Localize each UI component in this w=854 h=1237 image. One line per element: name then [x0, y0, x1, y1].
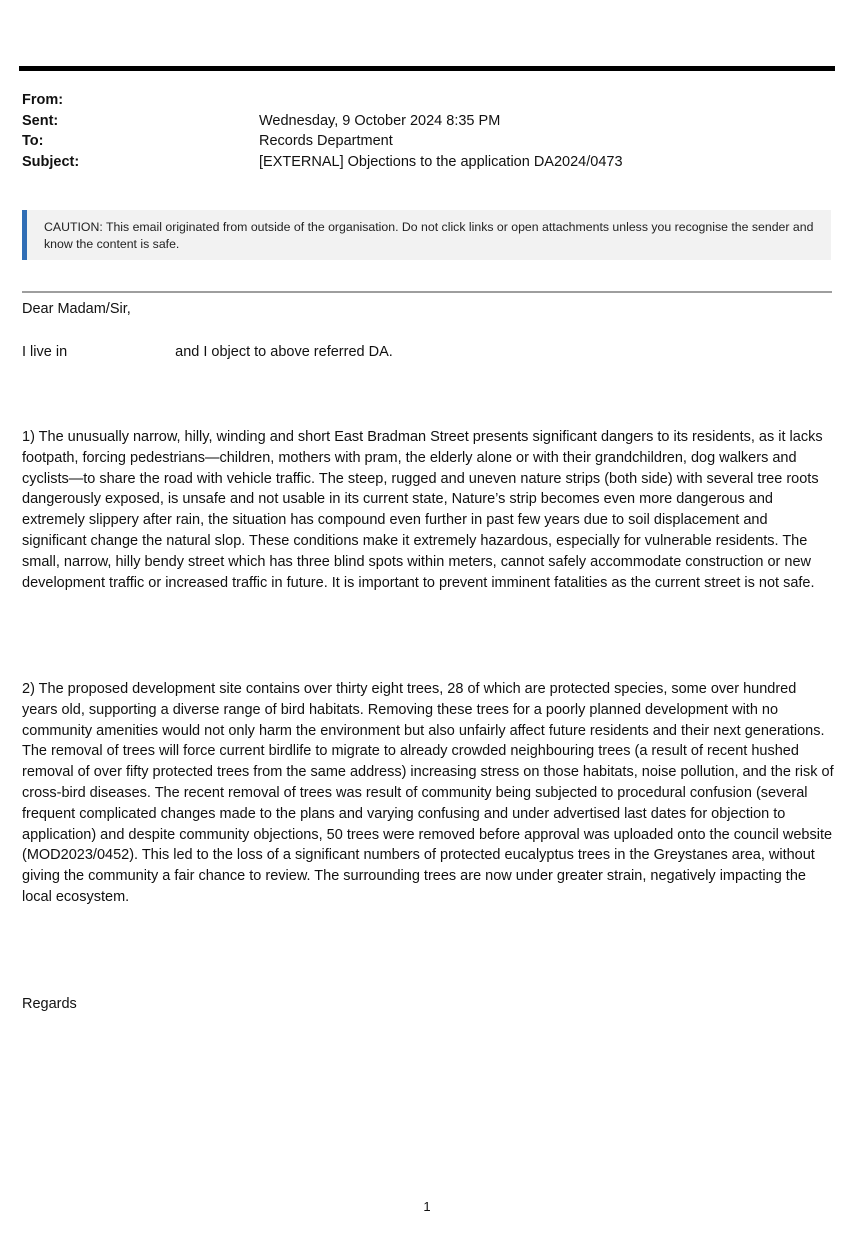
to-label: To:	[22, 133, 44, 149]
signoff: Regards	[22, 996, 77, 1012]
email-headers	[22, 90, 832, 172]
subject-row	[22, 152, 832, 173]
greeting: Dear Madam/Sir,	[22, 301, 131, 317]
from-value	[259, 90, 832, 111]
paragraph-1: 1) The unusually narrow, hilly, winding and short East Bradman Street presents significant dangers to its residents, as it lacks footpath, forcing pedestrians—children, mothers with pram, the elderly alone or with their grandchildren, dog walkers and cyclists—to share the road with vehicle traffic. The steep, rugged and uneven nature strips (both side) with several tree roots dangerously exposed, is unsafe and not usable in its current state, Nature’s strip becomes even more dangerous and extremely slippery after rain, the situation has compound even further in past few years due to soil displacement and significant change the natural slop. These conditions make it extremely hazardous, especially for vulnerable residents. The small, narrow, hilly bendy street which has three blind spots within meters, cannot safely accommodate construction or new development traffic or increased traffic in future. It is important to prevent imminent fatalities as the current street is not safe.	[22, 429, 823, 591]
caution-banner: CAUTION: This email originated from outside of the organisation. Do not click links or open attachments unless you recognise the sender and know the content is safe.	[22, 210, 831, 260]
header-rule	[19, 66, 835, 71]
sent-row	[22, 111, 832, 132]
intro-line	[22, 342, 834, 363]
sent-label: Sent:	[22, 112, 59, 129]
subject-value: [EXTERNAL] Objections to the application DA2024/0473	[259, 153, 623, 170]
to-row	[22, 131, 832, 152]
from-label: From:	[22, 92, 64, 108]
divider-line	[22, 291, 832, 293]
intro-end: and I object to above referred DA.	[175, 344, 393, 360]
page-number: 1	[423, 1199, 431, 1214]
subject-label: Subject:	[22, 153, 80, 170]
paragraph-2: 2) The proposed development site contains over thirty eight trees, 28 of which are protected species, some over hundred years old, supporting a diverse range of bird habitats. Removing these trees for a poorly planned development with no community amenities would not only harm the environment but also unfairly affect future residents and their next generations. The removal of trees will force current birdlife to migrate to already crowded neighbouring trees (a result of recent hushed removal of over fifty protected trees from the same address) increasing stress on those habitats, noise pollution, and the risk of cross-bird diseases. The recent removal of trees was result of community being subjected to procedural confusion (several frequent complicated changes made to the plans and varying confusing and under advertised last dates for objection to application) and despite community objections, 50 trees were removed before approval was uploaded onto the council website (MOD2023/0452). This led to the loss of a significant numbers of protected eucalyptus trees in the Greystanes area, without giving the community a fair chance to review. The surrounding trees are now under greater strain, negatively impacting the local ecosystem.	[22, 681, 834, 905]
to-value: Records Department	[259, 133, 393, 149]
from-row	[22, 90, 832, 111]
intro-start: I live in	[22, 344, 68, 360]
sent-value: Wednesday, 9 October 2024 8:35 PM	[259, 112, 501, 129]
